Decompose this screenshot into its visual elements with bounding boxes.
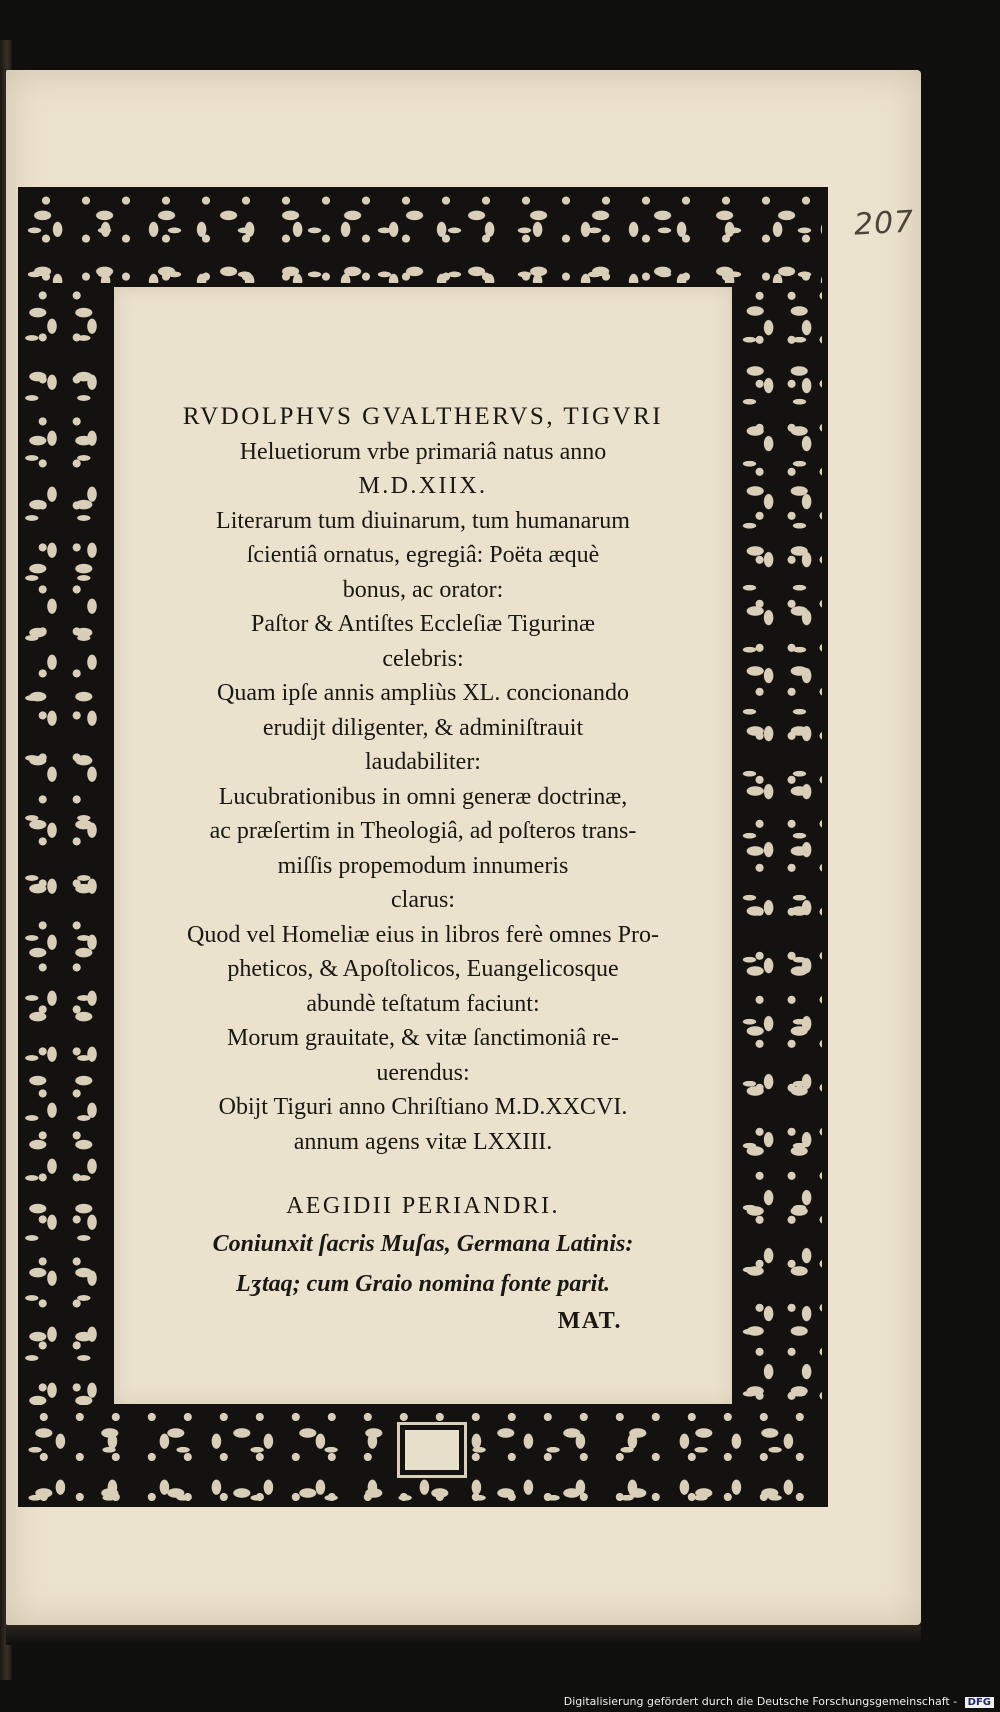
inscription-text [114,400,732,1338]
inscription-line: Paſtor & Antiſtes Eccleſiæ Tigurinæ [250,611,595,637]
catchword: MAT. [557,1307,622,1334]
inscription-line: clarus: [391,887,455,913]
spacer [114,1159,732,1189]
epigram-line: Coniunxit ſacris Muſas, Germana Latinis: [212,1230,634,1257]
credit-text: Digitalisierung gefördert durch die Deutsche Forschungsgemeinschaft - [563,1695,958,1708]
inscription-line: Heluetiorum vrbe primariâ natus anno [239,438,607,465]
inscription-line: annum agens vitæ LXXIII. [293,1128,553,1155]
border-bottom-ornament [24,1409,822,1501]
epigram-line: Lʒtaq; cum Graio nomina fonte parit. [235,1270,610,1297]
inscription-line: Lucubrationibus in omni generæ doctrinæ, [218,783,628,810]
inscription-line: laudabiliter: [365,749,481,775]
inscription-line: erudijt diligenter, & adminiſtrauit [262,714,584,741]
page-bottom-shadow [6,1625,921,1645]
book-page [6,70,921,1625]
digitization-credit [564,1695,994,1708]
inscription-line: ſcientiâ ornatus, egregiâ: Poëta æquè [246,542,600,568]
border-top-ornament [24,193,822,283]
inscription-line: Literarum tum diuinarum, tum humanarum [216,507,630,534]
inscription-line: celebris: [382,645,464,672]
inscription-line: Morum grauitate, & vitæ ſanctimoniâ re- [227,1025,619,1051]
inscription-line: uerendus: [376,1059,470,1086]
inscription-line: RVDOLPHVS GVALTHERVS, TIGVRI [182,403,664,430]
inscription-line: Quam ipſe annis ampliùs XL. concionando [217,680,629,706]
inscription-line: ac præſertim in Theologiâ, ad poſteros trans- [209,818,637,844]
inscription-line: M.D.XIIX. [358,473,488,499]
inscription-line: bonus, ac orator: [342,576,504,603]
inscription-line: miſſis propemodum innumeris [277,852,569,879]
epigram-author: AEGIDII PERIANDRI. [286,1193,560,1219]
pencil-folio-number: 207 [853,204,916,243]
inscription-line: Obijt Tiguri anno Chriſtiano M.D.XXCVI. [218,1094,628,1120]
border-cartouche [400,1425,464,1475]
woodcut-border [18,187,828,1507]
inscription-line: Quod vel Homeliæ eius in libros ferè omnes Pro- [187,921,659,948]
dfg-logo: DFG [965,1697,994,1708]
inscription-line: abundè teſtatum faciunt: [306,990,540,1017]
border-left-ornament [24,287,104,1405]
inscription-line: pheticos, & Apoſtolicos, Euangelicosque [227,956,619,982]
inscription-panel [114,287,732,1404]
border-right-ornament [742,287,822,1405]
